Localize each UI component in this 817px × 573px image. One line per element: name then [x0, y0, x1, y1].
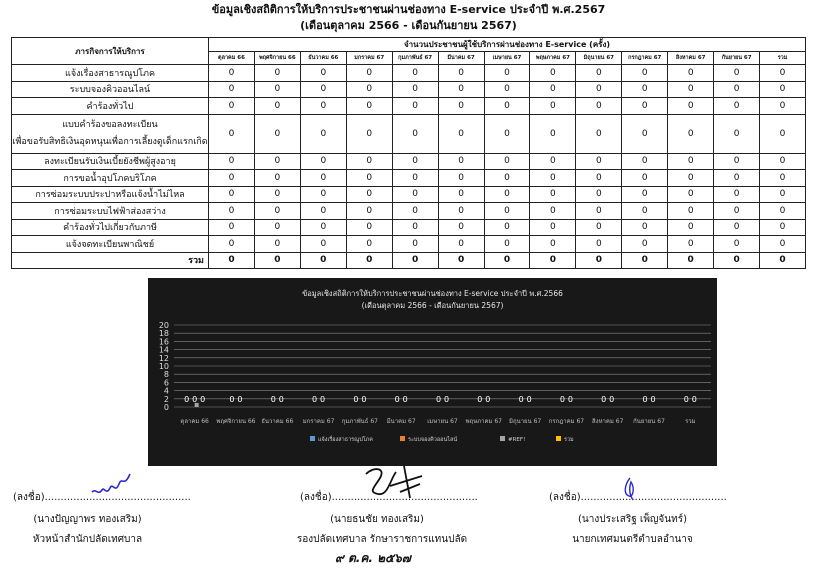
- legend-swatch: [400, 436, 405, 441]
- data-label: 0: [650, 395, 656, 404]
- service-name-cell: การขอน้ำอุปโภคบริโภค: [12, 170, 209, 187]
- value-cell: 0: [438, 153, 484, 170]
- value-cell: 0: [760, 65, 806, 82]
- value-cell: 0: [530, 114, 576, 153]
- value-cell: 0: [530, 170, 576, 187]
- signer-name-1: (นางปัญญาพร ทองเสริม): [33, 514, 142, 525]
- value-cell: 0: [530, 81, 576, 98]
- value-cell: 0: [346, 81, 392, 98]
- value-cell: 0: [714, 114, 760, 153]
- month-header: พฤษภาคม 67: [530, 52, 576, 65]
- data-label: 0: [312, 395, 318, 404]
- value-cell: 0: [530, 219, 576, 236]
- value-cell: 0: [346, 219, 392, 236]
- month-header: มิถุนายน 67: [576, 52, 622, 65]
- value-cell: 0: [346, 186, 392, 203]
- total-value-cell: 0: [530, 252, 576, 268]
- value-cell: 0: [760, 203, 806, 220]
- total-value-cell: 0: [576, 252, 622, 268]
- month-header: เมษายน 67: [484, 52, 530, 65]
- value-cell: 0: [300, 186, 346, 203]
- value-cell: 0: [576, 114, 622, 153]
- page-subtitle: (เดือนตุลาคม 2566 - เดือนกันยายน 2567): [300, 19, 517, 32]
- service-name-line: แบบคำร้องขอลงทะเบียน: [62, 119, 158, 130]
- value-cell: 0: [438, 114, 484, 153]
- y-tick-label: 20: [158, 321, 169, 330]
- data-label: 0: [691, 395, 697, 404]
- signer-name-2: (นายธนชัย ทองเสริม): [330, 514, 424, 525]
- value-cell: 0: [392, 65, 438, 82]
- value-cell: 0: [714, 170, 760, 187]
- handwritten-signature-3: [617, 474, 643, 502]
- total-value-cell: 0: [300, 252, 346, 268]
- data-label: 0: [683, 395, 689, 404]
- total-value-cell: 0: [668, 252, 714, 268]
- value-cell: 0: [300, 98, 346, 115]
- table-row: [12, 98, 806, 115]
- value-cell: 0: [484, 219, 530, 236]
- value-cell: 0: [300, 170, 346, 187]
- value-cell: 0: [760, 98, 806, 115]
- value-cell: 0: [346, 203, 392, 220]
- value-cell: 0: [438, 203, 484, 220]
- table-row: [12, 114, 806, 153]
- value-cell: 0: [438, 81, 484, 98]
- value-cell: 0: [576, 186, 622, 203]
- service-column-header: ภารกิจการให้บริการ: [12, 38, 209, 65]
- total-value-cell: 0: [484, 252, 530, 268]
- legend-label: #REF!: [508, 437, 526, 443]
- value-cell: 0: [714, 98, 760, 115]
- value-cell: 0: [760, 219, 806, 236]
- service-name-cell: แจ้งจดทะเบียนพาณิชย์: [12, 236, 209, 253]
- y-tick-label: 18: [158, 329, 169, 339]
- table-row: [12, 219, 806, 236]
- value-cell: 0: [714, 153, 760, 170]
- handwritten-date: ๙ ต.ค. ๒๕๖๗: [335, 551, 411, 565]
- value-cell: 0: [576, 170, 622, 187]
- y-tick-label: 16: [158, 337, 169, 347]
- value-cell: 0: [484, 98, 530, 115]
- service-name-cell: การซ่อมระบบประปาหรือแจ้งน้ำไม่ไหล: [12, 186, 209, 203]
- value-cell: 0: [392, 153, 438, 170]
- legend-label: รวม: [564, 437, 574, 443]
- x-tick-label: สิงหาคม 67: [592, 418, 624, 425]
- value-cell: 0: [668, 170, 714, 187]
- value-cell: 0: [668, 186, 714, 203]
- service-name-cell: ลงทะเบียนรับเงินเบี้ยยังชีพผู้สูงอายุ: [12, 153, 209, 170]
- table-row: [12, 153, 806, 170]
- value-cell: 0: [622, 153, 668, 170]
- value-cell: 0: [760, 153, 806, 170]
- signature-line-3: (ลงชื่อ)..............................................: [549, 492, 727, 503]
- value-cell: 0: [254, 65, 300, 82]
- month-header: รวม: [760, 52, 806, 65]
- value-cell: 0: [530, 236, 576, 253]
- value-cell: 0: [714, 65, 760, 82]
- legend-swatch: [556, 436, 561, 441]
- data-label: 0: [559, 395, 565, 404]
- x-tick-label: พฤษภาคม 67: [465, 418, 503, 425]
- data-label: 0: [394, 395, 400, 404]
- value-cell: 0: [392, 114, 438, 153]
- value-cell: 0: [209, 153, 255, 170]
- value-cell: 0: [760, 81, 806, 98]
- signature-prefix: (ลงชื่อ): [13, 492, 45, 503]
- value-cell: 0: [346, 114, 392, 153]
- handwritten-signature-1: [88, 470, 134, 502]
- value-cell: 0: [392, 170, 438, 187]
- value-cell: 0: [392, 236, 438, 253]
- value-cell: 0: [530, 153, 576, 170]
- data-label: 0: [361, 395, 367, 404]
- value-cell: 0: [530, 65, 576, 82]
- value-cell: 0: [254, 203, 300, 220]
- data-label: 0: [229, 395, 235, 404]
- total-value-cell: 0: [346, 252, 392, 268]
- month-header: สิงหาคม 67: [668, 52, 714, 65]
- value-cell: 0: [438, 65, 484, 82]
- value-cell: 0: [760, 186, 806, 203]
- value-cell: 0: [714, 81, 760, 98]
- total-value-cell: 0: [392, 252, 438, 268]
- value-cell: 0: [254, 170, 300, 187]
- y-tick-label: 10: [158, 362, 169, 371]
- data-label: 0: [184, 395, 190, 404]
- y-tick-label: 8: [163, 370, 169, 380]
- month-header: มกราคม 67: [346, 52, 392, 65]
- service-name-line: เพื่อขอรับสิทธิเงินอุดหนุนเพื่อการเลี้ยงดูเด็กแรกเกิด: [12, 136, 208, 147]
- table-row: [12, 186, 806, 203]
- page-title: ข้อมูลเชิงสถิติการให้บริการประชาชนผ่านช่องทาง E-service ประจำปี พ.ศ.2567: [211, 3, 606, 16]
- value-cell: 0: [438, 98, 484, 115]
- y-tick-label: 4: [163, 386, 169, 396]
- data-label: 0: [353, 395, 359, 404]
- total-value-cell: 0: [209, 252, 255, 268]
- data-label: 0: [278, 395, 284, 404]
- y-tick-label: 14: [158, 345, 169, 355]
- x-tick-label: มกราคม 67: [302, 418, 335, 425]
- table-row: [12, 81, 806, 98]
- legend-swatch: [500, 436, 505, 441]
- signer-position-2: รองปลัดเทศบาล รักษาราชการแทนปลัด: [296, 534, 468, 545]
- month-header: กันยายน 67: [714, 52, 760, 65]
- value-cell: 0: [622, 98, 668, 115]
- signature-prefix: (ลงชื่อ): [300, 492, 332, 503]
- value-cell: 0: [346, 153, 392, 170]
- data-label: 0: [609, 395, 615, 404]
- value-cell: 0: [346, 236, 392, 253]
- value-cell: 0: [484, 236, 530, 253]
- total-label: รวม: [12, 252, 209, 268]
- value-cell: 0: [668, 153, 714, 170]
- value-cell: 0: [300, 219, 346, 236]
- x-tick-label: พฤศจิกายน 66: [216, 418, 256, 425]
- signer-name-3: (นางประเสริฐ เพ็ญจันทร์): [577, 514, 687, 525]
- service-name-cell: คำร้องทั่วไป: [12, 98, 209, 115]
- legend-label: ระบบจองคิวออนไลน์: [408, 437, 458, 443]
- value-cell: 0: [392, 203, 438, 220]
- table-row: [12, 170, 806, 187]
- value-cell: 0: [392, 186, 438, 203]
- data-label: 0: [443, 395, 450, 404]
- total-value-cell: 0: [438, 252, 484, 268]
- month-header: กุมภาพันธ์ 67: [392, 52, 438, 65]
- value-cell: 0: [668, 219, 714, 236]
- value-cell: 0: [576, 65, 622, 82]
- value-cell: 0: [668, 114, 714, 153]
- data-label: 0: [485, 395, 491, 404]
- value-cell: 0: [254, 81, 300, 98]
- value-cell: 0: [438, 186, 484, 203]
- value-cell: 0: [209, 219, 255, 236]
- total-value-cell: 0: [714, 252, 760, 268]
- x-tick-label: กรกฎาคม 67: [548, 418, 585, 425]
- value-cell: 0: [254, 98, 300, 115]
- value-cell: 0: [530, 203, 576, 220]
- value-cell: 0: [668, 236, 714, 253]
- value-cell: 0: [622, 81, 668, 98]
- value-cell: 0: [622, 170, 668, 187]
- value-cell: 0: [209, 114, 255, 153]
- y-tick-label: 0: [163, 403, 169, 412]
- value-cell: 0: [438, 236, 484, 253]
- value-cell: 0: [714, 186, 760, 203]
- value-cell: 0: [209, 81, 255, 98]
- value-cell: 0: [254, 219, 300, 236]
- value-cell: 0: [760, 236, 806, 253]
- value-cell: 0: [622, 203, 668, 220]
- service-name-cell: แจ้งเรื่องสาธารณูปโภค: [12, 65, 209, 82]
- value-cell: 0: [576, 98, 622, 115]
- y-tick-label: 2: [163, 394, 169, 404]
- signature-line-2: (ลงชื่อ)..............................................: [300, 492, 478, 503]
- value-cell: 0: [668, 65, 714, 82]
- value-cell: 0: [760, 114, 806, 153]
- data-label: 0: [320, 395, 326, 404]
- value-cell: 0: [300, 203, 346, 220]
- total-value-cell: 0: [622, 252, 668, 268]
- x-tick-label: มิถุนายน 67: [509, 418, 542, 425]
- month-header: กรกฎาคม 67: [622, 52, 668, 65]
- value-cell: 0: [530, 186, 576, 203]
- value-cell: 0: [346, 170, 392, 187]
- value-cell: 0: [668, 203, 714, 220]
- signature-prefix: (ลงชื่อ): [549, 492, 581, 503]
- value-cell: 0: [484, 186, 530, 203]
- value-cell: 0: [668, 81, 714, 98]
- data-label: 0: [601, 395, 607, 404]
- value-cell: 0: [484, 153, 530, 170]
- chart-title: ข้อมูลเชิงสถิติการให้บริการประชาชนผ่านช่องทาง E-service ประจำปี พ.ศ.2566: [302, 289, 563, 298]
- value-cell: 0: [209, 170, 255, 187]
- legend-swatch: [310, 436, 315, 441]
- data-label: 0: [567, 395, 573, 404]
- data-label: 0: [270, 395, 276, 404]
- data-label: 0: [526, 395, 532, 404]
- signer-position-3: นายกเทศมนตรีตำบลอำนาจ: [572, 534, 693, 545]
- value-cell: 0: [300, 81, 346, 98]
- signature-line-1: (ลงชื่อ)..............................................: [13, 492, 191, 503]
- value-cell: 0: [209, 65, 255, 82]
- value-cell: 0: [254, 114, 300, 153]
- legend-label: แจ้งเรื่องสาธารณูปโภค: [318, 437, 373, 443]
- service-name-cell: ระบบจองคิวออนไลน์: [12, 81, 209, 98]
- x-tick-label: กันยายน 67: [633, 418, 665, 425]
- value-cell: 0: [254, 186, 300, 203]
- value-cell: 0: [254, 153, 300, 170]
- value-cell: 0: [346, 98, 392, 115]
- month-header: มีนาคม 67: [438, 52, 484, 65]
- service-name-cell: [12, 114, 209, 153]
- value-cell: 0: [622, 114, 668, 153]
- chart-svg: [148, 278, 717, 466]
- statistics-table: [11, 37, 806, 269]
- x-tick-label: ธันวาคม 66: [261, 418, 294, 425]
- value-cell: 0: [209, 203, 255, 220]
- table-row: [12, 65, 806, 82]
- value-cell: 0: [622, 219, 668, 236]
- chart-subtitle: (เดือนตุลาคม 2566 - เดือนกันยายน 2567): [361, 301, 504, 310]
- service-name-cell: คำร้องทั่วไปเกี่ยวกับภาษี: [12, 219, 209, 236]
- value-cell: 0: [576, 203, 622, 220]
- value-cell: 0: [576, 153, 622, 170]
- value-cell: 0: [392, 81, 438, 98]
- data-label: 0: [518, 395, 524, 404]
- value-cell: 0: [300, 236, 346, 253]
- data-label: 0: [477, 395, 483, 404]
- value-cell: 0: [209, 98, 255, 115]
- value-cell: 0: [392, 98, 438, 115]
- value-cell: 0: [576, 219, 622, 236]
- x-tick-label: รวม: [685, 418, 696, 425]
- data-label: 0: [435, 395, 442, 404]
- value-cell: 0: [714, 236, 760, 253]
- table-row: [12, 203, 806, 220]
- value-cell: 0: [484, 81, 530, 98]
- value-cell: 0: [484, 65, 530, 82]
- bar-chart: [148, 278, 717, 466]
- data-label: 0: [200, 395, 206, 404]
- table-row: [12, 236, 806, 253]
- value-cell: 0: [622, 236, 668, 253]
- x-tick-label: กุมภาพันธ์ 67: [341, 418, 378, 425]
- value-cell: 0: [484, 170, 530, 187]
- value-cell: 0: [714, 219, 760, 236]
- value-cell: 0: [760, 170, 806, 187]
- month-header: พฤศจิกายน 66: [254, 52, 300, 65]
- data-label: 0: [192, 395, 198, 404]
- value-cell: 0: [300, 153, 346, 170]
- data-label: 0: [237, 395, 243, 404]
- value-cell: 0: [576, 236, 622, 253]
- value-cell: 0: [484, 203, 530, 220]
- signer-position-1: หัวหน้าสำนักปลัดเทศบาล: [32, 534, 143, 545]
- x-tick-label: เมษายน 67: [427, 418, 458, 425]
- value-cell: 0: [668, 98, 714, 115]
- value-cell: 0: [714, 203, 760, 220]
- value-cell: 0: [622, 65, 668, 82]
- value-cell: 0: [209, 186, 255, 203]
- month-header: ตุลาคม 66: [209, 52, 255, 65]
- value-cell: 0: [300, 65, 346, 82]
- y-tick-label: 12: [158, 353, 169, 363]
- total-value-cell: 0: [760, 252, 806, 268]
- value-cell: 0: [576, 81, 622, 98]
- value-cell: 0: [530, 98, 576, 115]
- group-header: จำนวนประชาชนผู้ใช้บริการผ่านช่องทาง E-service (ครั้ง): [209, 38, 806, 52]
- y-tick-label: 6: [163, 378, 169, 388]
- total-value-cell: 0: [254, 252, 300, 268]
- data-label: 0: [642, 395, 648, 404]
- value-cell: 0: [300, 114, 346, 153]
- value-cell: 0: [346, 65, 392, 82]
- month-header: ธันวาคม 66: [300, 52, 346, 65]
- value-cell: 0: [438, 170, 484, 187]
- total-row: [12, 252, 806, 268]
- value-cell: 0: [622, 186, 668, 203]
- value-cell: 0: [484, 114, 530, 153]
- value-cell: 0: [254, 236, 300, 253]
- x-tick-label: ตุลาคม 66: [180, 418, 209, 425]
- x-tick-label: มีนาคม 67: [386, 418, 416, 425]
- data-label: 0: [402, 395, 408, 404]
- service-name-cell: การซ่อมระบบไฟฟ้าส่องสว่าง: [12, 203, 209, 220]
- value-cell: 0: [209, 236, 255, 253]
- handwritten-signature-2: [360, 462, 430, 502]
- value-cell: 0: [392, 219, 438, 236]
- value-cell: 0: [438, 219, 484, 236]
